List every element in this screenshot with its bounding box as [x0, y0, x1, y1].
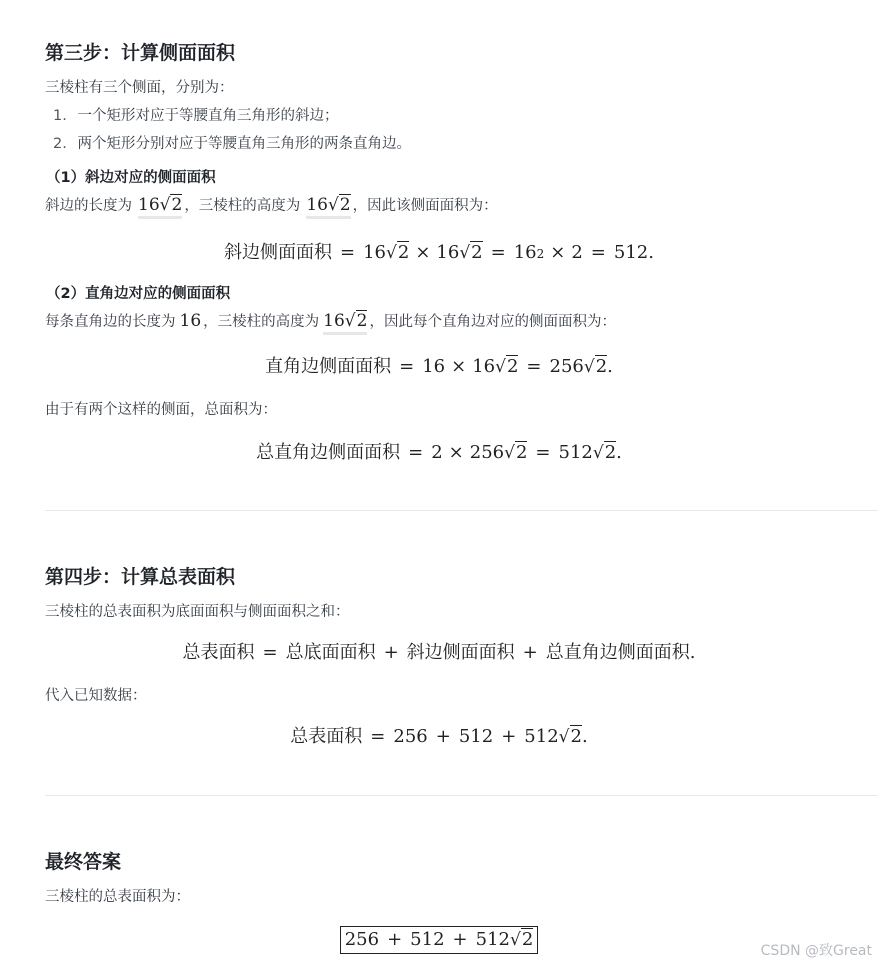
term: 512 — [524, 726, 559, 747]
eq-label: 斜边侧面面积 — [224, 242, 333, 263]
eq-label: 总直角边侧面面积 — [256, 442, 401, 463]
radicand: 2 — [397, 242, 410, 263]
coefficient: 16 — [306, 195, 328, 215]
times-sign: × — [550, 242, 566, 263]
list-item — [53, 132, 411, 153]
times-sign: × — [451, 356, 467, 377]
times-sign: × — [415, 242, 431, 263]
eq-lhs: 总表面积 — [290, 726, 363, 747]
radicand: 2 — [356, 311, 368, 331]
term: 256 — [344, 929, 380, 950]
step3-heading: 第三步：计算侧面面积 — [45, 42, 236, 64]
hypotenuse-length — [138, 195, 182, 219]
part2-text — [45, 310, 616, 335]
step4-substitute: 代入已知数据： — [45, 688, 147, 704]
final-answer-box — [340, 926, 539, 954]
term: 16 — [436, 242, 460, 263]
sqrt-symbol: √ — [592, 443, 604, 463]
radicand: 2 — [515, 442, 528, 463]
step3-intro: 三棱柱有三个侧面，分别为： — [45, 80, 234, 96]
sqrt-symbol: √ — [504, 443, 515, 463]
part1-text — [45, 194, 498, 219]
eq-sign: = — [399, 356, 415, 377]
part2-text-2: ，三棱柱的高度为 — [203, 314, 320, 330]
coefficient: 16 — [323, 311, 345, 331]
watermark: CSDN @致Great — [760, 943, 872, 959]
sqrt-symbol: √ — [509, 930, 521, 950]
eq-label: 直角边侧面面积 — [265, 356, 392, 377]
part2-text-1: 每条直角边的长度为 — [45, 314, 176, 330]
term: 16 — [472, 356, 496, 377]
sqrt-symbol: √ — [159, 195, 171, 215]
plus-sign: + — [383, 642, 399, 663]
result: 256 — [549, 356, 584, 377]
plus-sign: + — [387, 929, 403, 950]
hypotenuse-face-equation — [0, 238, 878, 264]
sqrt-symbol: √ — [495, 357, 506, 377]
list-text: 一个矩形对应于等腰直角三角形的斜边； — [77, 108, 339, 124]
radicand: 2 — [595, 356, 608, 377]
step3-list — [53, 104, 411, 153]
part1-text-3: ，因此该侧面面积为： — [352, 198, 498, 214]
sqrt-symbol: √ — [327, 195, 339, 215]
eq-sign: = — [370, 726, 386, 747]
term: 16 — [363, 242, 387, 263]
eq-sign: = — [262, 642, 278, 663]
result: 512. — [613, 242, 654, 263]
part1-text-1: 斜边的长度为 — [45, 198, 132, 214]
final-heading: 最终答案 — [45, 851, 122, 873]
term: 512 — [410, 929, 445, 950]
section-divider — [45, 510, 878, 511]
plus-sign: + — [452, 929, 468, 950]
eq-sign: = — [590, 242, 606, 263]
part2-mid: 由于有两个这样的侧面，总面积为： — [45, 402, 277, 418]
term: 16 — [422, 356, 446, 377]
step4-heading: 第四步：计算总表面积 — [45, 566, 236, 588]
term: 512 — [458, 726, 494, 747]
period: . — [689, 642, 696, 663]
total-leg-face-equation — [0, 438, 878, 464]
term: 512 — [475, 929, 510, 950]
list-number: 2. — [53, 136, 67, 152]
coefficient: 16 — [138, 195, 160, 215]
list-number: 1. — [53, 108, 67, 124]
part1-text-2: ，三棱柱的高度为 — [184, 198, 301, 214]
eq-sign: = — [526, 356, 542, 377]
radicand: 2 — [570, 726, 582, 747]
times-sign: × — [448, 442, 464, 463]
period: . — [581, 726, 588, 747]
final-answer-row — [0, 926, 878, 954]
surface-area-substituted — [0, 722, 878, 748]
term: 256 — [469, 442, 505, 463]
period: . — [616, 442, 622, 463]
sqrt-symbol: √ — [558, 727, 570, 747]
plus-sign: + — [435, 726, 451, 747]
plus-sign: + — [522, 642, 538, 663]
leg-length: 16 — [179, 311, 202, 331]
eq-sign: = — [535, 442, 551, 463]
prism-height — [323, 311, 367, 335]
final-intro: 三棱柱的总表面积为： — [45, 889, 190, 905]
part2-heading: （2）直角边对应的侧面面积 — [46, 286, 231, 302]
term: 16 — [513, 242, 537, 263]
term: 总底面面积 — [285, 642, 376, 663]
term: 2 — [571, 242, 583, 263]
eq-sign: = — [490, 242, 506, 263]
eq-sign: = — [408, 442, 424, 463]
radicand: 2 — [471, 242, 483, 263]
term: 总直角边侧面面积 — [545, 642, 690, 663]
period: . — [607, 356, 613, 377]
section-divider — [45, 795, 878, 796]
term: 256 — [393, 726, 428, 747]
sqrt-symbol: √ — [344, 311, 356, 331]
exponent: 2 — [536, 247, 545, 261]
plus-sign: + — [501, 726, 517, 747]
term: 斜边侧面面积 — [406, 642, 515, 663]
radicand: 2 — [339, 195, 351, 215]
leg-face-equation — [0, 352, 878, 378]
result: 512 — [558, 442, 593, 463]
surface-area-formula — [0, 638, 878, 664]
eq-lhs: 总表面积 — [182, 642, 255, 663]
eq-sign: = — [340, 242, 356, 263]
list-item — [53, 104, 411, 132]
sqrt-symbol: √ — [583, 357, 595, 377]
step4-intro: 三棱柱的总表面积为底面面积与侧面面积之和： — [45, 604, 350, 620]
sqrt-symbol: √ — [386, 243, 397, 263]
list-text: 两个矩形分别对应于等腰直角三角形的两条直角边。 — [77, 136, 411, 152]
prism-height — [306, 195, 350, 219]
radicand: 2 — [506, 356, 519, 377]
radicand: 2 — [604, 442, 617, 463]
sqrt-symbol: √ — [459, 243, 471, 263]
radicand: 2 — [521, 929, 534, 950]
part2-text-3: ，因此每个直角边对应的侧面面积为： — [369, 314, 616, 330]
term: 2 — [431, 442, 443, 463]
part1-heading: （1）斜边对应的侧面面积 — [46, 170, 216, 186]
radicand: 2 — [171, 195, 183, 215]
